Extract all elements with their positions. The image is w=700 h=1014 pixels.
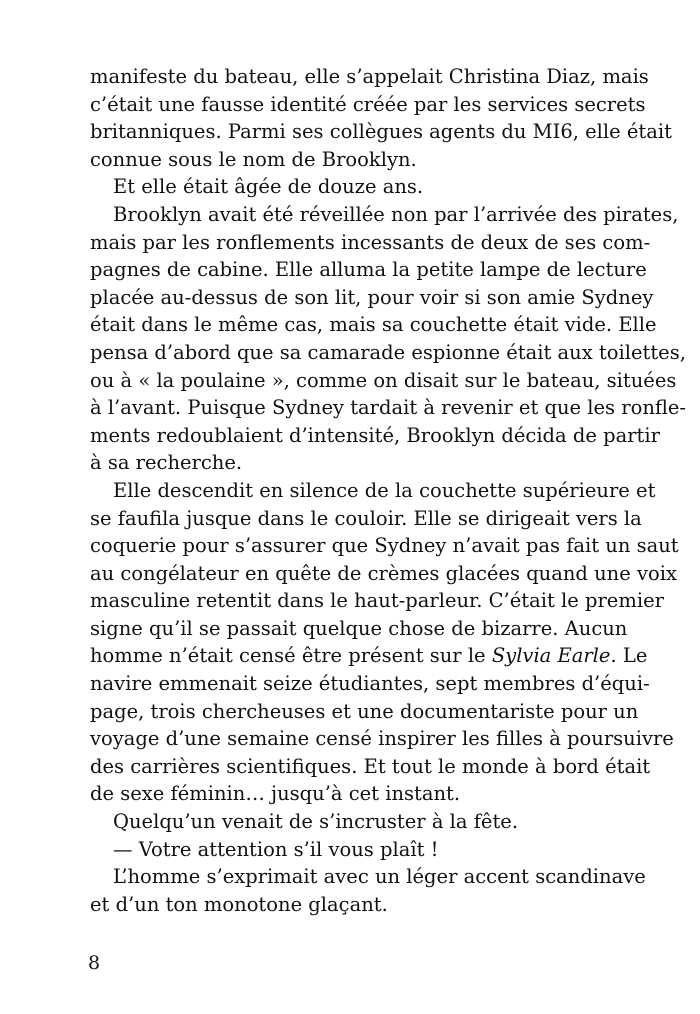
text-line: navire emmenait seize étudiantes, sept membres d’équi- <box>90 672 650 696</box>
text-line: et d’un ton monotone glaçant. <box>90 892 388 916</box>
text-line: pagnes de cabine. Elle alluma la petite lampe de lecture <box>90 258 647 282</box>
text-line: ou à « la poulaine », comme on disait sur le bateau, situées <box>90 368 677 392</box>
text-line: page, trois chercheuses et une documentariste pour un <box>90 699 639 723</box>
text-line: placée au-dessus de son lit, pour voir si son amie Sydney <box>90 285 654 309</box>
dialogue-line: — Votre attention s’il vous plaît ! <box>113 837 439 861</box>
text-segment: . Le <box>610 644 648 668</box>
text-line: au congélateur en quête de crèmes glacées quand une voix <box>90 561 677 585</box>
text-line: des carrières scientifiques. Et tout le monde à bord était <box>90 754 651 778</box>
text-line: Brooklyn avait été réveillée non par l’arrivée des pirates, <box>113 202 679 226</box>
text-line: masculine retentit dans le haut-parleur. C’était le premier <box>90 589 664 613</box>
text-line: c’était une fausse identité créée par les services secrets <box>90 92 646 116</box>
page-body <box>90 63 687 918</box>
text-line: à sa recherche. <box>90 451 243 475</box>
text-line: signe qu’il se passait quelque chose de bizarre. Aucun <box>90 616 628 640</box>
text-line: Elle descendit en silence de la couchette supérieure et <box>113 478 656 502</box>
text-line: Quelqu’un venait de s’incruster à la fête. <box>113 810 519 834</box>
text-line: manifeste du bateau, elle s’appelait Christina Diaz, mais <box>90 65 649 88</box>
text-line: mais par les ronflements incessants de deux de ses com- <box>90 230 651 254</box>
ship-name: Sylvia Earle <box>491 644 611 668</box>
text-line: connue sous le nom de Brooklyn. <box>90 147 417 171</box>
text-line: Et elle était âgée de douze ans. <box>113 175 424 199</box>
text-line: de sexe féminin… jusqu’à cet instant. <box>90 782 461 806</box>
text-line: à l’avant. Puisque Sydney tardait à revenir et que les ronfle- <box>90 396 687 420</box>
text-line-with-italic <box>90 642 648 670</box>
text-line: se faufila jusque dans le couloir. Elle se dirigeait vers la <box>90 506 642 530</box>
text-line: coquerie pour s’assurer que Sydney n’avait pas fait un saut <box>90 534 679 558</box>
page-number: 8 <box>88 952 101 974</box>
text-line: était dans le même cas, mais sa couchette était vide. Elle <box>90 313 657 337</box>
text-line: ments redoublaient d’intensité, Brooklyn décida de partir <box>90 423 660 447</box>
text-line: voyage d’une semaine censé inspirer les filles à poursuivre <box>90 727 674 751</box>
text-segment: homme n’était censé être présent sur le <box>90 644 486 668</box>
text-line: pensa d’abord que sa camarade espionne était aux toilettes, <box>90 340 686 364</box>
text-line: britanniques. Parmi ses collègues agents du MI6, elle était <box>90 120 672 144</box>
text-line: L’homme s’exprimait avec un léger accent scandinave <box>113 865 646 889</box>
